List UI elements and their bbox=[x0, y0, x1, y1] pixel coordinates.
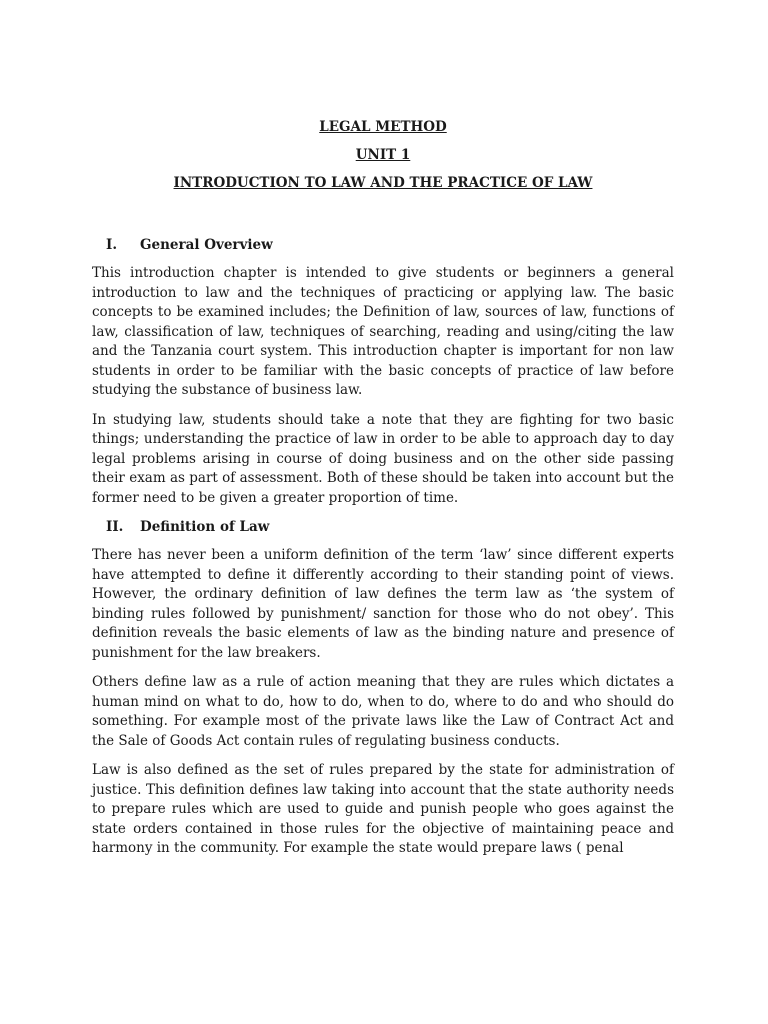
paragraph: This introduction chapter is intended to give students or beginners a general introduction to law and the techniques of practicing or applying law. The basic concepts to be examined includes; the Definition of law, sources of law, functions of law, classification of law, techniques of searching, reading and using/citing the law and the Tanzania court system. This introduction chapter is important for non law students in order to be familiar with the basic concepts of practice of law before studying the substance of business law. bbox=[92, 265, 674, 398]
section-title: Definition of Law bbox=[140, 519, 270, 535]
paragraph: There has never been a uniform definition of the term ‘law’ since different experts have attempted to define it differently according to their standing point of views. However, the ordinary definition of law defines the term law as ‘the system of binding rules followed by punishment/ sanction for those who do not obey’. This definition reveals the basic elements of law as the binding nature and presence of punishment for the law breakers. bbox=[92, 547, 674, 661]
chapter-subtitle: INTRODUCTION TO LAW AND THE PRACTICE OF LAW bbox=[173, 175, 593, 191]
section-heading-definition-of-law bbox=[92, 518, 674, 536]
paragraph: Others define law as a rule of action meaning that they are rules which dictates a human mind on what to do, how to do, when to do, where to do and who should do something. For example most of the private laws like the Law of Contract Act and the Sale of Goods Act contain rules of regulating business conducts. bbox=[92, 674, 674, 749]
section-number: I. bbox=[106, 237, 118, 253]
paragraph: In studying law, students should take a note that they are fighting for two basic things; understanding the practice of law in order to be able to approach day to day legal problems arising in course of doing business and on the other side passing their exam as part of assessment. Both of these should be taken into account but the former need to be given a greater proportion of time. bbox=[92, 411, 674, 506]
unit-heading: UNIT 1 bbox=[355, 147, 411, 163]
section-heading-general-overview bbox=[92, 236, 674, 254]
document-title: LEGAL METHOD bbox=[319, 119, 447, 135]
document-page bbox=[92, 118, 674, 869]
section-number: II. bbox=[106, 519, 124, 535]
section-title: General Overview bbox=[140, 237, 273, 253]
paragraph-cut-off: Law is also defined as the set of rules prepared by the state for administration of justice. This definition defines law taking into account that the state authority needs to prepare rules which are used to guide and punish people who goes against the state orders contained in those rules for the objective of maintaining peace and harmony in the community. For example the state would prepare laws ( penal bbox=[92, 762, 674, 856]
